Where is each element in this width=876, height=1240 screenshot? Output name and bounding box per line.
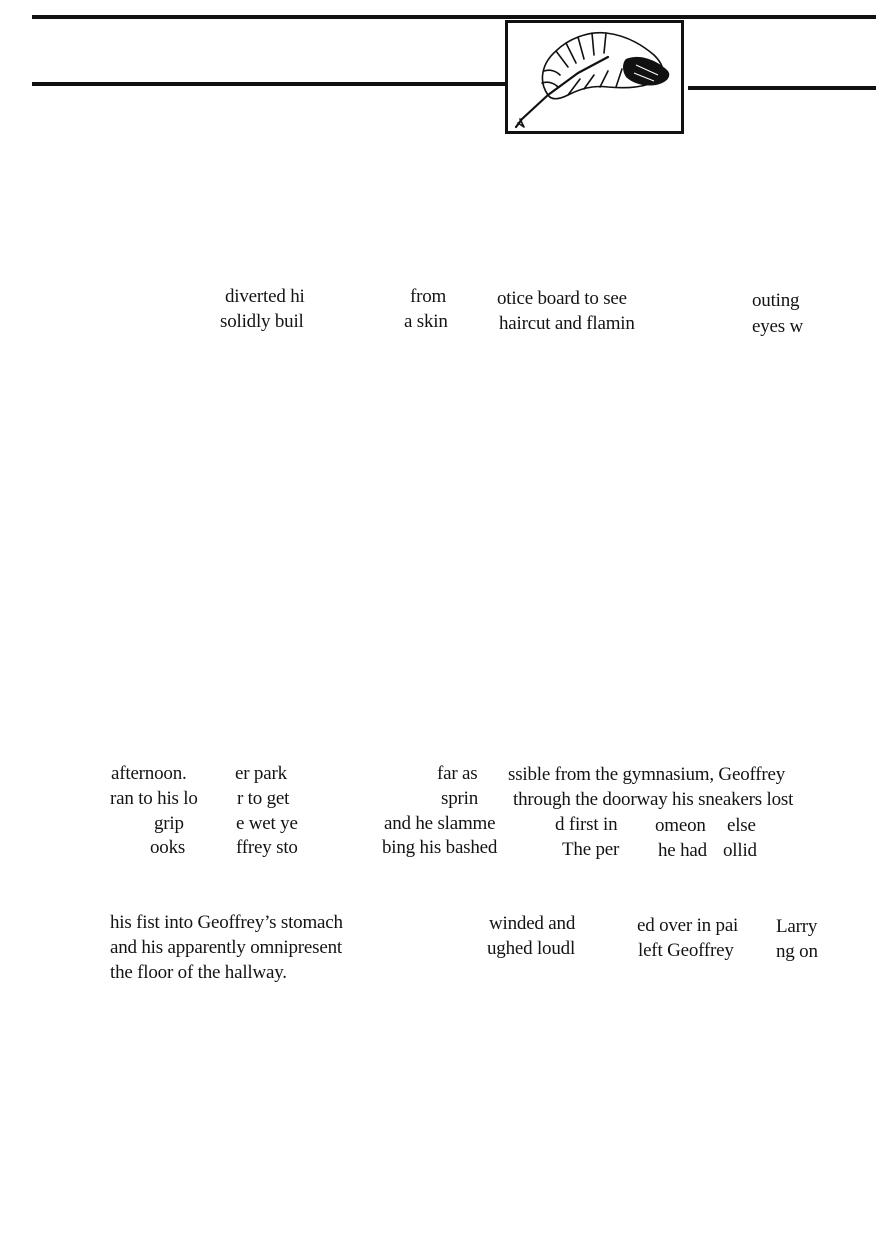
header-rule-right (688, 86, 876, 90)
text-fragment: d first in (555, 814, 618, 835)
text-fragment: a skin (404, 311, 448, 332)
text-fragment: Larry (776, 916, 818, 937)
text-fragment: r to get (237, 788, 290, 809)
text-fragment: ng on (776, 941, 818, 962)
text-fragment: winded and (489, 913, 576, 934)
quill-feather-icon (508, 23, 681, 131)
text-fragment: through the doorway his sneakers lost (513, 789, 794, 810)
text-fragment: ssible from the gymnasium, Geoffrey (508, 764, 786, 785)
text-fragment: The per (562, 839, 620, 860)
text-fragment: ffrey sto (236, 837, 298, 858)
text-fragment: grip (154, 813, 184, 834)
text-fragment: ran to his lo (110, 788, 198, 809)
text-fragment: ed over in pai (637, 915, 739, 936)
text-fragment: e wet ye (236, 813, 298, 834)
text-fragment: far as (437, 763, 478, 784)
text-fragment: his fist into Geoffrey’s stomach (110, 912, 343, 933)
header-rule-left (32, 82, 506, 86)
text-fragment: the floor of the hallway. (110, 962, 287, 983)
text-fragment: and his apparently omnipresent (110, 937, 342, 958)
text-fragment: ooks (150, 837, 186, 858)
header-rule-top (32, 15, 876, 19)
text-fragment: he had (658, 840, 707, 861)
text-fragment: otice board to see (497, 288, 627, 309)
text-fragment: bing his bashed (382, 837, 498, 858)
text-fragment: omeon (655, 815, 706, 836)
text-fragment: er park (235, 763, 287, 784)
text-fragment: sprin (441, 788, 479, 809)
text-fragment: haircut and flamin (499, 313, 635, 334)
text-fragment: else (727, 815, 756, 836)
text-fragment: afternoon. (111, 763, 187, 784)
text-fragment: outing (752, 290, 800, 311)
quill-emblem-frame (505, 20, 684, 134)
text-fragment: left Geoffrey (638, 940, 734, 961)
text-fragment: ughed loudl (487, 938, 576, 959)
text-fragment: solidly buil (220, 311, 304, 332)
text-fragment: and he slamme (384, 813, 496, 834)
text-fragment: from (410, 286, 447, 307)
text-fragment: ollid (723, 840, 757, 861)
text-fragment: diverted hi (225, 286, 305, 307)
text-fragment: eyes w (752, 316, 804, 337)
